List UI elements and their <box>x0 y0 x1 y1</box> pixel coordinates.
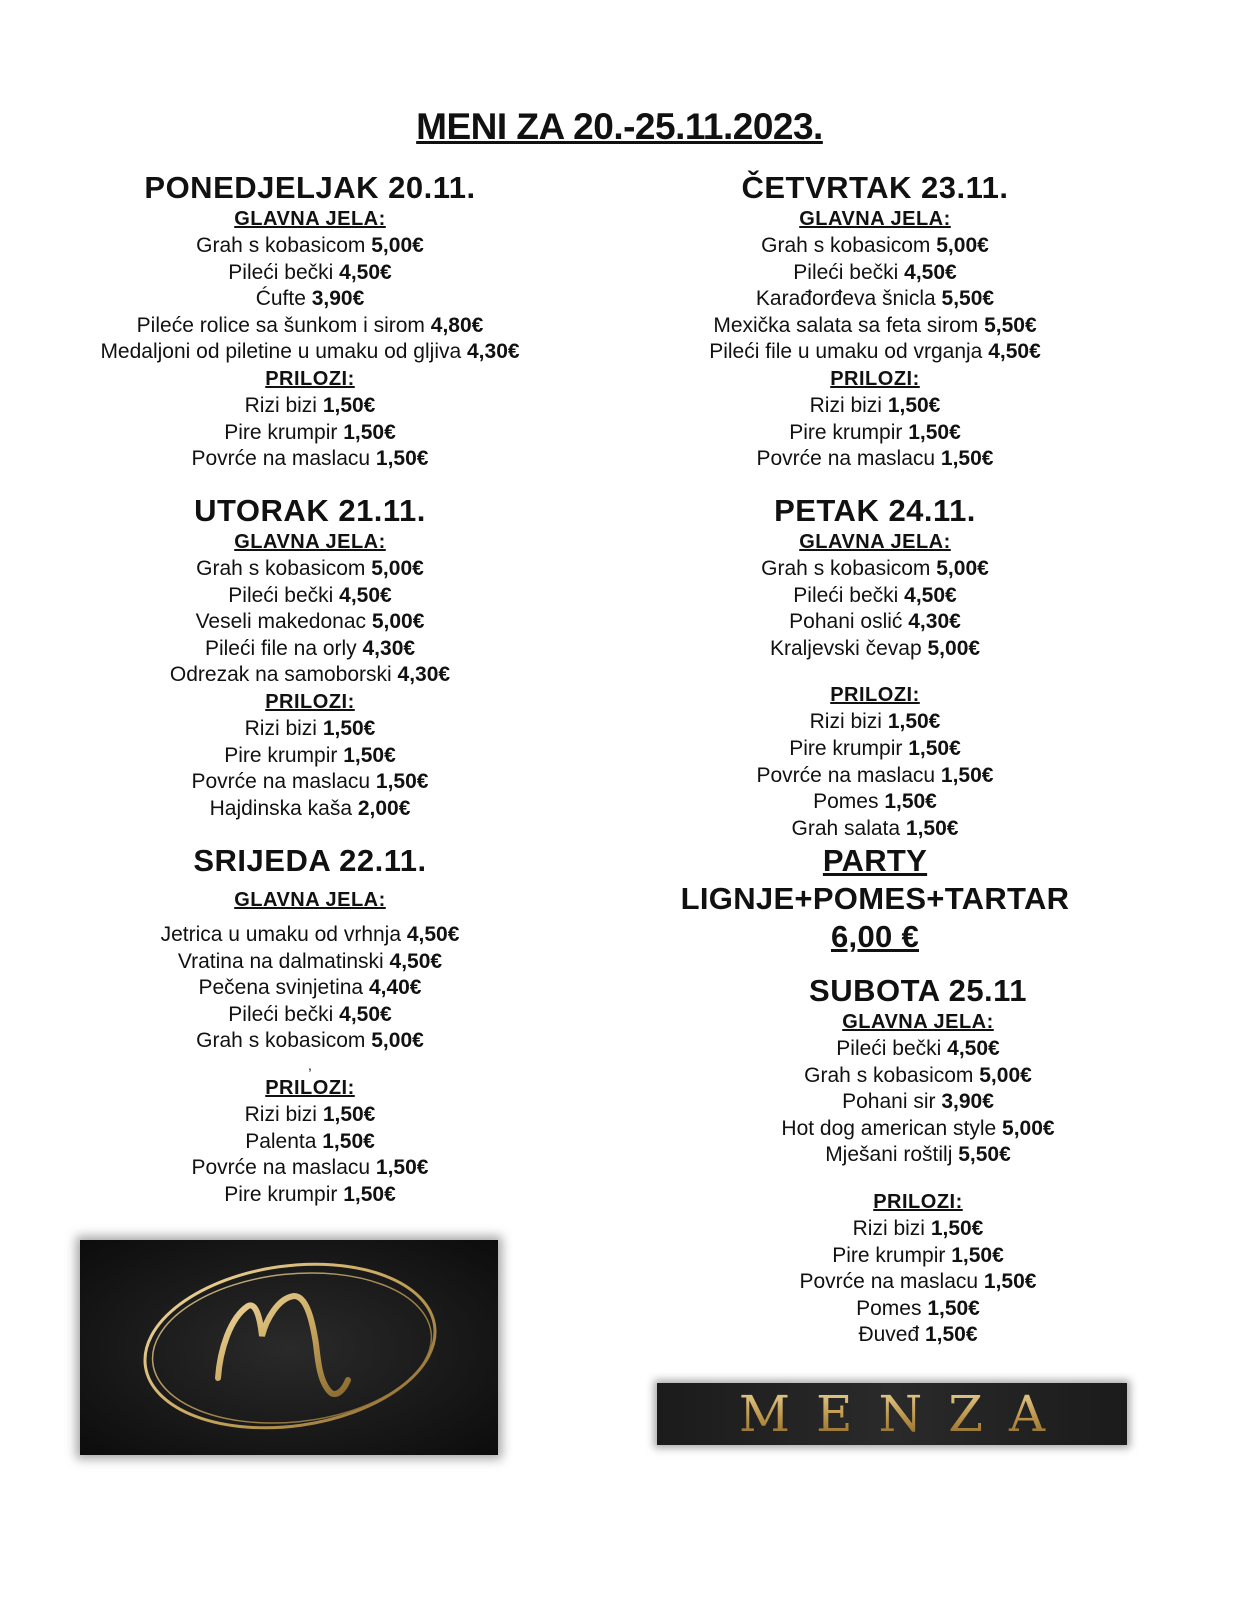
menu-item <box>40 286 580 313</box>
sides-label: PRILOZI: <box>265 367 355 390</box>
menu-item <box>648 1296 1188 1323</box>
menu-item-price: 5,00€ <box>979 1063 1032 1087</box>
menu-item-price: 1,50€ <box>951 1243 1004 1267</box>
menu-item-price: 1,50€ <box>983 1270 1037 1294</box>
menu-item-price: 1,50€ <box>322 393 376 417</box>
menu-item-price: 1,50€ <box>930 1216 984 1240</box>
menu-item-price: 4,50€ <box>904 583 957 607</box>
menu-item-price: 4,30€ <box>908 610 961 634</box>
menu-item <box>605 260 1145 287</box>
main-dishes-list <box>605 233 1145 366</box>
menu-item-price: 3,90€ <box>311 287 365 311</box>
menu-item-price: 1,50€ <box>322 1129 375 1153</box>
menu-item-price: 1,50€ <box>887 393 941 417</box>
menu-item <box>40 393 580 420</box>
sides-label: PRILOZI: <box>830 684 920 707</box>
menu-item <box>605 709 1145 736</box>
menu-item-price: 4,30€ <box>397 663 451 687</box>
day-wednesday <box>40 843 580 1208</box>
menu-item-name: Vratina na dalmatinski <box>177 949 390 973</box>
menu-item <box>605 313 1145 340</box>
menu-item-price: 4,50€ <box>904 260 957 284</box>
menu-item-price: 2,00€ <box>357 796 411 820</box>
menu-item-name: Pire krumpir <box>224 1182 344 1206</box>
main-dishes-list <box>40 233 580 366</box>
menu-item-name: Pohani sir <box>842 1090 942 1114</box>
menu-item-price: 1,50€ <box>924 1323 978 1347</box>
menu-item-price: 5,00€ <box>371 1029 424 1053</box>
menu-item <box>605 393 1145 420</box>
menu-item-price: 1,50€ <box>908 736 961 760</box>
menu-item-name: Hajdinska kaša <box>209 796 358 820</box>
menu-item-price: 5,00€ <box>371 234 424 257</box>
main-dishes-list <box>40 922 580 1055</box>
sides-label: PRILOZI: <box>265 1076 355 1099</box>
menu-item <box>40 796 580 823</box>
menu-item <box>648 1063 1188 1090</box>
menu-item-name: Pileći bečki <box>793 583 905 607</box>
menu-item <box>40 420 580 447</box>
menu-item <box>648 1036 1188 1063</box>
menu-item-price: 4,30€ <box>467 340 520 364</box>
sides-label: PRILOZI: <box>873 1190 963 1213</box>
menu-item <box>605 339 1145 366</box>
menu-item <box>40 1129 580 1156</box>
menu-item-name: Grah s kobasicom <box>196 557 372 580</box>
menu-item <box>605 446 1145 473</box>
menu-item-price: 1,50€ <box>343 1182 396 1206</box>
menu-item <box>40 922 580 949</box>
menu-item-name: Pileći file u umaku od vrganja <box>709 340 989 364</box>
menu-item <box>40 583 580 610</box>
menu-item-price: 5,00€ <box>936 557 989 580</box>
day-title: ČETVRTAK 23.11. <box>741 170 1009 205</box>
menu-item-price: 1,50€ <box>887 710 941 734</box>
menu-item-name: Rizi bizi <box>809 393 888 417</box>
menu-item <box>40 769 580 796</box>
menu-item-price: 1,50€ <box>375 447 429 471</box>
main-dishes-label: GLAVNA JELA: <box>799 531 951 553</box>
menu-item-price: 4,50€ <box>947 1037 1000 1060</box>
menu-item-name: Pire krumpir <box>789 736 909 760</box>
menu-item <box>605 789 1145 816</box>
menu-item <box>40 743 580 770</box>
menu-item <box>40 339 580 366</box>
menu-item-name: Pileći bečki <box>836 1037 948 1060</box>
menu-item-name: Pomes <box>813 790 885 814</box>
main-dishes-label: GLAVNA JELA: <box>234 889 386 911</box>
menu-item-name: Grah s kobasicom <box>761 557 937 580</box>
day-title: PONEDJELJAK 20.11. <box>144 170 476 205</box>
main-dishes-label: GLAVNA JELA: <box>234 531 386 553</box>
sides-label: PRILOZI: <box>265 690 355 713</box>
menu-item <box>40 1028 580 1055</box>
menu-item-price: 5,00€ <box>936 234 989 257</box>
menu-item <box>605 736 1145 763</box>
page-title: MENI ZA 20.-25.11.2023. <box>416 106 823 147</box>
menu-item-name: Pire krumpir <box>789 420 909 444</box>
menu-item-name: Pire krumpir <box>832 1243 952 1267</box>
day-saturday <box>648 973 1188 1349</box>
day-title: PETAK 24.11. <box>774 493 976 528</box>
main-dishes-label: GLAVNA JELA: <box>234 208 386 230</box>
menu-item-name: Palenta <box>245 1129 323 1153</box>
menu-item-price: 4,80€ <box>430 313 484 337</box>
menu-item <box>605 420 1145 447</box>
party-price: 6,00 € <box>831 919 919 955</box>
menu-item <box>605 583 1145 610</box>
menu-item-price: 1,50€ <box>375 1156 429 1180</box>
menu-item-price: 3,90€ <box>941 1090 994 1114</box>
menu-item-name: Pileći file na orly <box>204 636 363 660</box>
menu-item <box>40 1002 580 1029</box>
menu-item-name: Pomes <box>856 1296 928 1320</box>
menu-item-name: Karađorđeva šnicla <box>755 287 942 311</box>
sides-list <box>40 393 580 473</box>
menu-item-name: Grah s kobasicom <box>196 1029 372 1053</box>
menu-item-name: Pohani oslić <box>789 610 909 634</box>
day-friday <box>605 493 1145 956</box>
party-label: PARTY <box>822 843 928 879</box>
menu-item-price: 4,50€ <box>339 1002 392 1026</box>
menu-item-name: Veseli makedonac <box>195 610 372 634</box>
menu-item-price: 4,50€ <box>389 949 443 973</box>
menu-item <box>605 816 1145 843</box>
menu-item <box>648 1322 1188 1349</box>
menu-item-name: Grah s kobasicom <box>804 1063 980 1087</box>
menu-item-name: Hot dog american style <box>781 1116 1003 1140</box>
menu-item-price: 5,00€ <box>1002 1116 1055 1140</box>
menu-item-name: Jetrica u umaku od vrhnja <box>160 923 407 946</box>
menu-item-name: Grah s kobasicom <box>196 234 372 257</box>
menu-item-name: Povrće na maslacu <box>756 763 941 787</box>
monogram-m-icon <box>80 1240 498 1455</box>
menu-item <box>40 662 580 689</box>
menu-item-name: Pečena svinjetina <box>198 976 369 1000</box>
menu-item-name: Pileći bečki <box>228 260 340 284</box>
menu-item-name: Povrće na maslacu <box>799 1270 984 1294</box>
menu-item-name: Povrće na maslacu <box>191 1156 376 1180</box>
menu-item-name: Rizi bizi <box>852 1216 931 1240</box>
menu-item-name: Odrezak na samoborski <box>169 663 398 687</box>
menu-item-name: Đuveđ <box>858 1323 925 1347</box>
menu-item-price: 4,30€ <box>362 636 416 660</box>
main-dishes-label: GLAVNA JELA: <box>799 208 951 230</box>
menu-item-price: 5,00€ <box>371 610 425 634</box>
menu-item-price: 4,50€ <box>339 583 392 607</box>
menu-item-price: 5,50€ <box>958 1143 1011 1167</box>
menu-item-name: Rizi bizi <box>809 710 888 734</box>
menu-item <box>605 763 1145 790</box>
menu-item-name: Pileći bečki <box>228 1002 340 1026</box>
main-dishes-list <box>40 556 580 689</box>
menu-item-name: Grah salata <box>791 816 906 840</box>
menu-item <box>605 636 1145 663</box>
menu-item-price: 4,50€ <box>988 340 1041 364</box>
menu-item-name: Pileći bečki <box>228 583 340 607</box>
menu-item-price: 5,50€ <box>941 287 995 311</box>
menu-item <box>40 975 580 1002</box>
menu-item-name: Pire krumpir <box>224 420 344 444</box>
menu-item-price: 5,50€ <box>984 313 1037 337</box>
menu-item-price: 1,50€ <box>343 420 396 444</box>
menu-item <box>40 446 580 473</box>
menu-item <box>605 609 1145 636</box>
menu-item-name: Grah s kobasicom <box>761 234 937 257</box>
menu-item <box>40 609 580 636</box>
menu-item-name: Povrće na maslacu <box>756 447 941 471</box>
menu-item-name: Pileće rolice sa šunkom i sirom <box>136 313 431 337</box>
menu-item-price: 1,50€ <box>905 816 959 840</box>
sides-list <box>40 716 580 822</box>
menu-item <box>648 1116 1188 1143</box>
menu-item-price: 1,50€ <box>927 1296 980 1320</box>
menu-item-name: Povrće na maslacu <box>191 447 376 471</box>
menu-item <box>648 1269 1188 1296</box>
monogram-logo <box>80 1240 498 1455</box>
menu-item <box>40 716 580 743</box>
menu-item <box>40 1155 580 1182</box>
menu-item <box>40 556 580 583</box>
menza-wordmark-logo <box>657 1383 1127 1445</box>
party-combo: LIGNJE+POMES+TARTAR <box>680 881 1070 917</box>
menu-item-price: 5,00€ <box>371 557 424 580</box>
menu-item-name: Mexička salata sa feta sirom <box>713 313 985 337</box>
menu-item-name: Povrće na maslacu <box>191 770 376 794</box>
menu-item-name: Ćufte <box>255 287 312 311</box>
sides-list <box>605 393 1145 473</box>
day-monday <box>40 170 580 473</box>
main-dishes-list <box>605 556 1145 662</box>
menu-item <box>40 233 580 260</box>
menu-item <box>40 1102 580 1129</box>
menu-item-name: Mješani roštilj <box>825 1143 959 1167</box>
menu-item-price: 1,50€ <box>908 420 961 444</box>
menu-item-name: Rizi bizi <box>244 716 323 740</box>
menu-item-price: 1,50€ <box>322 716 376 740</box>
menu-item-price: 4,40€ <box>368 976 422 1000</box>
menu-item-name: Medaljoni od piletine u umaku od gljiva <box>100 340 467 364</box>
menu-item-name: Rizi bizi <box>244 1102 323 1126</box>
menu-item <box>648 1089 1188 1116</box>
menu-item <box>40 636 580 663</box>
menu-item-price: 1,50€ <box>322 1102 376 1126</box>
menu-item-price: 4,50€ <box>339 260 392 284</box>
day-title: SUBOTA 25.11 <box>809 973 1027 1008</box>
menu-item <box>648 1243 1188 1270</box>
stray-mark: , <box>308 1056 312 1073</box>
menu-item <box>605 556 1145 583</box>
sides-list <box>648 1216 1188 1349</box>
menu-item-price: 1,50€ <box>940 763 994 787</box>
menu-item-price: 1,50€ <box>884 790 937 814</box>
main-dishes-label: GLAVNA JELA: <box>842 1011 994 1033</box>
menu-item <box>40 260 580 287</box>
wordmark-text: MENZA <box>713 1389 1071 1439</box>
day-title: SRIJEDA 22.11. <box>193 843 427 878</box>
menu-item <box>605 286 1145 313</box>
menu-item-price: 5,00€ <box>927 636 981 660</box>
day-tuesday <box>40 493 580 822</box>
sides-label: PRILOZI: <box>830 367 920 390</box>
menu-item <box>40 313 580 340</box>
menu-item <box>40 949 580 976</box>
day-title: UTORAK 21.11. <box>194 493 426 528</box>
menu-item-name: Pileći bečki <box>793 260 905 284</box>
menu-item-price: 1,50€ <box>343 743 396 767</box>
menu-item-price: 4,50€ <box>406 923 460 946</box>
menu-item <box>648 1142 1188 1169</box>
menu-item-price: 1,50€ <box>940 447 994 471</box>
sides-list <box>605 709 1145 842</box>
menu-item-name: Pire krumpir <box>224 743 344 767</box>
menu-item-price: 1,50€ <box>375 770 429 794</box>
menu-item <box>648 1216 1188 1243</box>
menu-item-name: Kraljevski čevap <box>769 636 928 660</box>
menu-item-name: Rizi bizi <box>244 393 323 417</box>
sides-list <box>40 1102 580 1208</box>
main-dishes-list <box>648 1036 1188 1169</box>
menu-item <box>605 233 1145 260</box>
menu-item <box>40 1182 580 1209</box>
day-thursday <box>605 170 1145 473</box>
